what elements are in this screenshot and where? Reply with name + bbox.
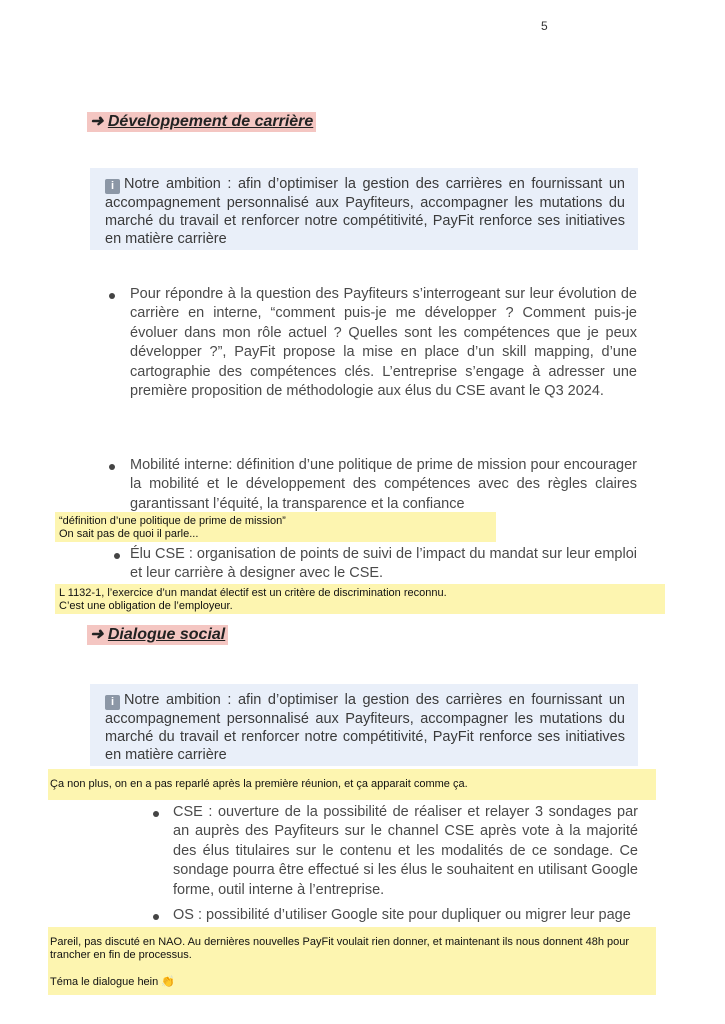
page-number: 5 — [541, 19, 548, 33]
note-line: C’est une obligation de l’employeur. — [59, 600, 233, 613]
bullet-dot — [109, 464, 115, 470]
heading-title: Développement de carrière — [107, 113, 314, 130]
bullet-internal-mobility: Mobilité interne: définition d’une politique de prime de mission pour encourager la mobilité et le développement des compétences avec des règles claires garantissant l’équité, la transparence et la confiance — [130, 457, 637, 512]
info-icon: i — [105, 695, 120, 710]
comment-note — [48, 927, 656, 995]
section-heading-career — [87, 111, 316, 131]
note-text: Téma le dialogue hein — [50, 975, 159, 988]
comment-note — [55, 512, 496, 542]
bullet-cse-elected: Élu CSE : organisation de points de suivi de l’impact du mandat sur leur emploi et leur carrière à designer avec le CSE. — [130, 546, 637, 582]
bullet-dot — [153, 811, 159, 817]
heading-highlight — [87, 112, 316, 132]
heading-title: Dialogue social — [107, 626, 226, 643]
callout-text: Notre ambition : afin d’optimiser la gestion des carrières en fournissant un accompagnement personnalisé aux Payfiteurs, accompagner les mutations du marché du travail et renforcer notre compétitivité, PayFit renforce ses initiatives en matière carrière — [105, 692, 625, 763]
note-line: Ça non plus, on en a pas reparlé après la première réunion, et ça apparait comme ça. — [50, 778, 468, 790]
clapping-hands-icon: 👏 — [161, 975, 176, 988]
note-line: “définition d’une politique de prime de mission” — [59, 515, 286, 527]
note-paragraph: Pareil, pas discuté en NAO. Au dernières nouvelles PayFit voulait rien donner, et maintenant ils nous donnent 48h pour trancher en fin de processus. — [50, 936, 630, 962]
note-line — [50, 976, 650, 989]
bullet-dot — [153, 914, 159, 920]
bullet-cse-surveys: CSE : ouverture de la possibilité de réaliser et relayer 3 sondages par an auprès des Payfiteurs sur le channel CSE après vote à la majorité des élus titulaires sur le contenu et les modalités de ce sondage. Ce sondage pourra être effectué si les élus le souhaitent en utilisant Google forme, outil interne à l’entreprise. — [173, 804, 638, 898]
bullet-dot — [109, 293, 115, 299]
note-line: On sait pas de quoi il parle... — [59, 528, 199, 541]
note-line: L 1132-1, l’exercice d’un mandat électif est un critère de discrimination reconnu. — [59, 587, 447, 599]
arrow-icon: ➜ — [90, 626, 104, 643]
bullet-skill-mapping: Pour répondre à la question des Payfiteurs s’interrogeant sur leur évolution de carrière en interne, “comment puis-je me développer ? Comment puis-je évoluer dans mon rôle actuel ? Quelles sont les compétences que je peux développer ?”, PayFit propose la mise en place d’un skill mapping, d’une cartographie des compétences clés. L’entreprise s’engage à adresser une première proposition de méthodologie aux élus du CSE avant le Q3 2024. — [130, 286, 637, 400]
section-heading-social — [87, 624, 228, 644]
bullet-google-site: OS : possibilité d’utiliser Google site pour dupliquer ou migrer leur page — [173, 907, 631, 923]
callout-text: Notre ambition : afin d’optimiser la gestion des carrières en fournissant un accompagnement personnalisé aux Payfiteurs, accompagner les mutations du marché du travail et renforcer notre compétitivité, PayFit renforce ses initiatives en matière carrière — [105, 176, 625, 247]
ambition-callout-career — [90, 168, 638, 250]
heading-highlight — [87, 625, 228, 645]
ambition-callout-social — [90, 684, 638, 766]
comment-note — [55, 584, 665, 614]
arrow-icon: ➜ — [90, 113, 104, 130]
bullet-dot — [114, 553, 120, 559]
comment-note — [48, 769, 656, 800]
info-icon: i — [105, 179, 120, 194]
